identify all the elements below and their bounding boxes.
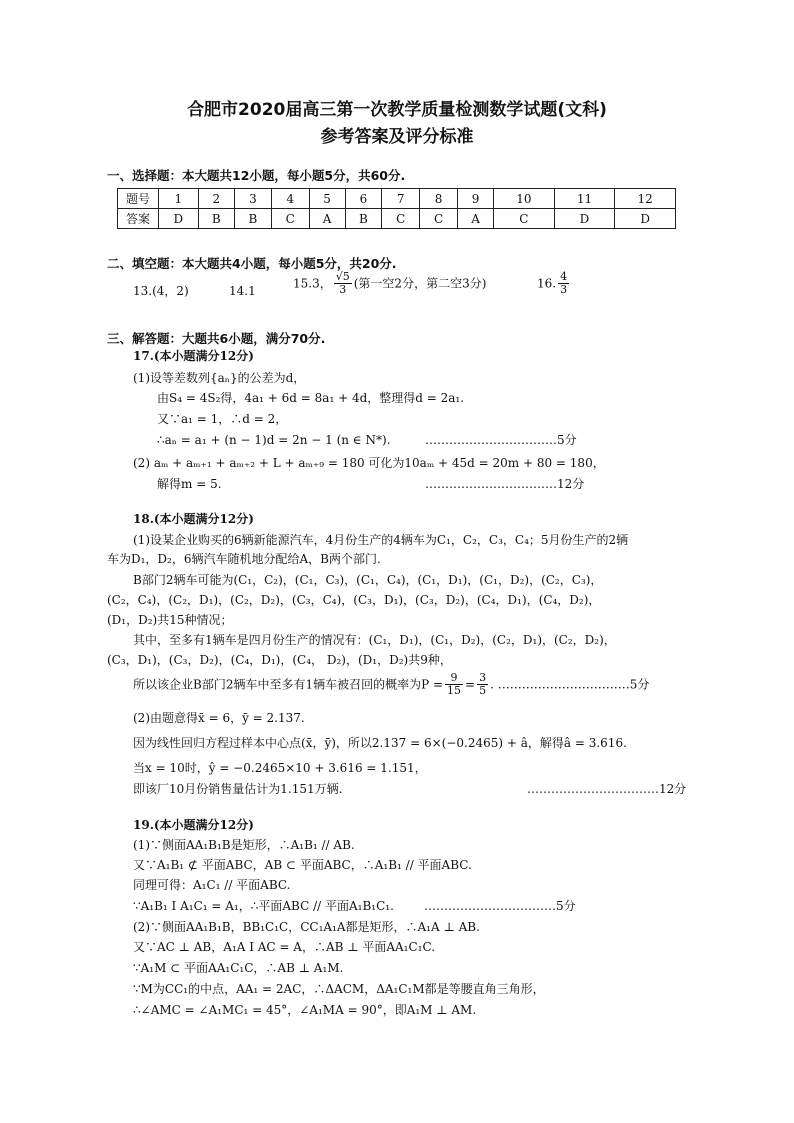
- table-row-numbers: [118, 189, 676, 209]
- fraction: [445, 672, 463, 697]
- q18-title: 18.(本小题满分12分): [133, 512, 254, 526]
- page-subtitle: 参考答案及评分标准: [320, 127, 474, 147]
- q17-line: ∴aₙ = a₁ + (n − 1)d = 2n − 1 (n ∈ N*).: [157, 433, 391, 447]
- answer-16: [537, 271, 571, 296]
- table-cell: D: [159, 209, 199, 229]
- table-cell: D: [615, 209, 676, 229]
- q17-line: 由S₄ = 4S₂得，4a₁ + 6d = 8a₁ + 4d，整理得d = 2a₁.: [157, 391, 465, 405]
- q19-line: 同理可得：A₁C₁ // 平面ABC.: [133, 878, 291, 892]
- table-cell: 2: [198, 189, 235, 209]
- q18-probability-text: 所以该企业B部门2辆车中至多有1辆车被召回的概率为P =: [133, 677, 444, 692]
- q19-line: 又∵A₁B₁ ⊄ 平面ABC，AB ⊂ 平面ABC，∴A₁B₁ // 平面ABC.: [133, 858, 472, 872]
- fraction-denominator: 3: [560, 283, 568, 296]
- table-cell: C: [494, 209, 555, 229]
- q19-line: ∵M为CC₁的中点，AA₁ = 2AC，∴ΔACM，ΔA₁C₁M都是等腰直角三角形，: [133, 982, 545, 996]
- table-cell: A: [309, 209, 345, 229]
- table-cell: 1: [159, 189, 199, 209]
- table-cell: 7: [382, 189, 420, 209]
- q17-line: 又∵a₁ = 1，∴d = 2，: [157, 412, 288, 426]
- fraction-numerator: √5: [335, 270, 350, 283]
- table-row-answers: [118, 209, 676, 229]
- table-cell: 6: [345, 189, 382, 209]
- q18-line: (C₃，D₁)，(C₃，D₂)，(C₄，D₁)，(C₄， D₂)，(D₁，D₂)共9种，: [107, 653, 452, 667]
- q18-line: (D₁，D₂)共15种情况；: [107, 613, 233, 627]
- q19-line: ∵A₁B₁ I A₁C₁ = A₁，∴平面ABC // 平面A₁B₁C₁.: [133, 899, 394, 913]
- q18-line: 其中，至多有1辆车是四月份生产的情况有：(C₁，D₁)，(C₁，D₂)，(C₂，D₁)，(C₂，D₂)，: [133, 633, 616, 647]
- table-cell: A: [458, 209, 494, 229]
- answer-15-fraction: [334, 271, 352, 296]
- table-cell: 10: [494, 189, 555, 209]
- q18-line: 当x = 10时，ŷ = −0.2465×10 + 3.616 = 1.151，: [133, 761, 427, 775]
- q18-line: B部门2辆车可能为(C₁，C₂)，(C₁，C₃)，(C₁，C₄)，(C₁，D₁)，(C₁，D₂)，(C₂，C₃)，: [133, 573, 603, 587]
- q19-line: (2)∵侧面AA₁B₁B，BB₁C₁C，CC₁A₁A都是矩形，∴A₁A ⊥ AB.: [133, 920, 480, 934]
- fraction-numerator: 4: [560, 270, 568, 283]
- q19-line: ∴∠AMC = ∠A₁MC₁ = 45°，∠A₁MA = 90°，即A₁M ⊥ AM.: [133, 1003, 477, 1017]
- q17-line: (2) aₘ + aₘ₊₁ + aₘ₊₂ + L + aₘ₊₉ = 180 可化为10aₘ + 45d = 20m + 80 = 180，: [133, 456, 605, 470]
- equals-sign: =: [465, 677, 476, 692]
- q19-line: (1)∵侧面AA₁B₁B是矩形，∴A₁B₁ // AB.: [133, 838, 355, 852]
- table-cell: B: [345, 209, 382, 229]
- section-choice-heading: 一、选择题：本大题共12小题，每小题5分，共60分.: [107, 168, 406, 183]
- q18-line: 因为线性回归方程过样本中心点(x̄，ȳ)，所以2.137 = 6×(−0.2465) + â，解得â = 3.616.: [133, 736, 627, 750]
- fraction-denominator: 3: [339, 283, 347, 296]
- fraction-denominator: 5: [479, 684, 487, 697]
- score-mark: ……………………………12分: [527, 782, 687, 796]
- table-cell: 5: [309, 189, 345, 209]
- section-solution-heading: 三、解答题：大题共6小题，满分70分.: [107, 331, 326, 346]
- q18-line: (C₂，C₄)，(C₂，D₁)，(C₂，D₂)，(C₃，C₄)，(C₃，D₁)，(C₃，D₂)，(C₄，D₁)，(C₄，D₂)，: [107, 593, 601, 607]
- answer-13: 13.(4，2): [133, 284, 189, 298]
- answer-16-fraction: [558, 271, 569, 296]
- answer-15: [293, 271, 486, 296]
- score-mark: ……………………………5分: [425, 433, 577, 447]
- answer-15-prefix: 15.3，: [293, 276, 332, 291]
- score-mark: ……………………………5分: [424, 899, 576, 913]
- answer-15-note: (第一空2分，第二空3分): [353, 276, 487, 291]
- answer-14: 14.1: [229, 284, 256, 298]
- table-cell: C: [271, 209, 309, 229]
- fraction-numerator: 9: [445, 672, 463, 685]
- table-cell: 11: [554, 189, 615, 209]
- table-cell: 4: [271, 189, 309, 209]
- answer-16-prefix: 16.: [537, 276, 557, 291]
- table-header-cell: 答案: [118, 209, 159, 229]
- answer-table: [117, 188, 676, 229]
- table-cell: C: [382, 209, 420, 229]
- table-cell: 12: [615, 189, 676, 209]
- q18-line: (1)设某企业购买的6辆新能源汽车，4月份生产的4辆车为C₁，C₂，C₃，C₄；5月份生产的2辆: [133, 533, 629, 547]
- q18-line: 车为D₁，D₂，6辆汽车随机地分配给A，B两个部门.: [107, 552, 381, 566]
- table-cell: 3: [235, 189, 272, 209]
- section-fill-heading: 二、填空题：本大题共4小题，每小题5分，共20分.: [107, 256, 397, 271]
- q19-line: ∵A₁M ⊂ 平面AA₁C₁C，∴AB ⊥ A₁M.: [133, 961, 344, 975]
- q19-title: 19.(本小题满分12分): [133, 818, 254, 832]
- table-cell: 8: [420, 189, 458, 209]
- score-mark: ……………………………12分: [425, 477, 585, 491]
- q17-line: 解得m = 5.: [157, 477, 222, 491]
- table-cell: D: [554, 209, 615, 229]
- fraction: [477, 672, 488, 697]
- q18-probability-line: [133, 672, 649, 697]
- q18-line: 即该厂10月份销售量估计为1.151万辆.: [133, 782, 343, 796]
- table-cell: 9: [458, 189, 494, 209]
- q18-line: (2)由题意得x̄ = 6，ȳ = 2.137.: [133, 711, 305, 725]
- table-header-cell: 题号: [118, 189, 159, 209]
- table-cell: B: [198, 209, 235, 229]
- fraction-denominator: 15: [447, 684, 462, 697]
- q17-line: (1)设等差数列{aₙ}的公差为d，: [133, 371, 306, 385]
- fraction-numerator: 3: [479, 671, 487, 684]
- page-title: 合肥市2020届高三第一次教学质量检测数学试题(文科): [187, 100, 607, 120]
- score-mark: . ……………………………5分: [490, 677, 650, 692]
- q17-title: 17.(本小题满分12分): [133, 349, 254, 363]
- table-cell: C: [420, 209, 458, 229]
- table-cell: B: [235, 209, 272, 229]
- q19-line: 又∵AC ⊥ AB，A₁A I AC = A，∴AB ⊥ 平面AA₁C₁C.: [133, 940, 436, 954]
